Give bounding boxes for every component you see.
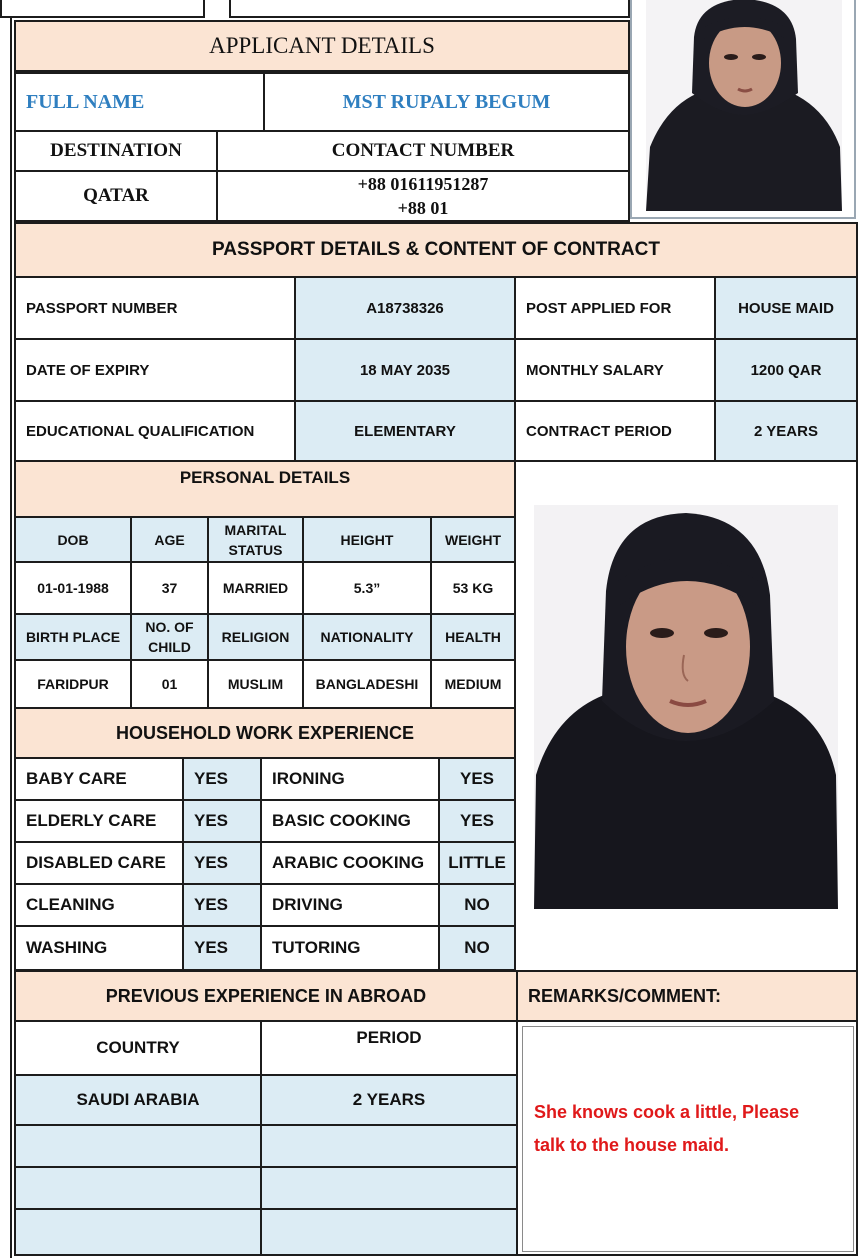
education-label: EDUCATIONAL QUALIFICATION: [26, 422, 255, 440]
abroad-title: PREVIOUS EXPERIENCE IN ABROAD: [105, 985, 427, 1006]
photo-frame-large: [516, 460, 858, 972]
full-name-label: FULL NAME: [26, 90, 145, 113]
household-skill: BABY CARE: [14, 757, 184, 801]
household-skill: TUTORING: [260, 925, 440, 971]
contact-label: CONTACT NUMBER: [331, 140, 515, 161]
monthly-salary-label-cell: [514, 338, 716, 402]
applicant-photo-large: [534, 505, 838, 909]
birth-place-value: FARIDPUR: [14, 659, 132, 709]
nationality-header: NATIONALITY: [302, 613, 432, 661]
applicant-photo-small: [646, 0, 842, 211]
passport-number-value: A18738326: [366, 299, 444, 317]
abroad-country-cell: SAUDI ARABIA: [14, 1074, 262, 1126]
household-skill: CLEANING: [14, 883, 184, 927]
date-of-expiry-label-cell: [14, 338, 296, 402]
post-applied-label: POST APPLIED FOR: [526, 299, 672, 317]
date-of-expiry-value-cell: [294, 338, 516, 402]
education-value: ELEMENTARY: [354, 422, 456, 440]
agency-box: [229, 0, 630, 18]
religion-value: MUSLIM: [207, 659, 304, 709]
household-value: YES: [438, 757, 516, 801]
photo-frame-small: [630, 0, 856, 219]
contact-value-cell: [216, 170, 630, 222]
household-value: YES: [182, 799, 262, 843]
household-value: NO: [438, 883, 516, 927]
education-label-cell: [14, 400, 296, 462]
abroad-empty-cell: [260, 1124, 518, 1168]
household-value: YES: [182, 841, 262, 885]
passport-number-label: PASSPORT NUMBER: [26, 299, 178, 317]
household-skill: ARABIC COOKING: [260, 841, 440, 885]
applicant-portrait-small-icon: [646, 0, 842, 211]
abroad-header: [14, 970, 518, 1022]
household-value: NO: [438, 925, 516, 971]
passport-number-label-cell: [14, 276, 296, 340]
contact-number-2: +88 01: [397, 198, 449, 218]
contract-period-value: 2 YEARS: [754, 422, 818, 440]
no-of-child-value: 01: [130, 659, 209, 709]
post-applied-value-cell: [714, 276, 858, 340]
household-header: [14, 707, 516, 759]
applicant-portrait-large-icon: [534, 505, 838, 909]
abroad-period-header: PERIOD: [260, 1020, 518, 1076]
monthly-salary-value-cell: [714, 338, 858, 402]
full-name-label-cell: [14, 72, 265, 132]
post-applied-label-cell: [514, 276, 716, 340]
education-value-cell: [294, 400, 516, 462]
abroad-empty-cell: [14, 1208, 262, 1256]
remarks-line-2: talk to the house maid.: [534, 1135, 730, 1155]
height-value: 5.3”: [302, 561, 432, 615]
age-header: AGE: [130, 516, 209, 563]
date-of-expiry-value: 18 MAY 2035: [359, 361, 451, 379]
reference-box: [0, 0, 205, 18]
destination-value-cell: [14, 170, 218, 222]
personal-details-title: PERSONAL DETAILS: [179, 468, 351, 487]
post-applied-value: HOUSE MAID: [738, 299, 834, 317]
weight-header: WEIGHT: [430, 516, 516, 563]
household-value: YES: [438, 799, 516, 843]
abroad-country-header: COUNTRY: [14, 1020, 262, 1076]
health-value: MEDIUM: [430, 659, 516, 709]
marital-status-value: MARRIED: [207, 561, 304, 615]
household-value: YES: [182, 757, 262, 801]
destination-label-cell: [14, 130, 218, 172]
remarks-header: [516, 970, 858, 1022]
birth-place-header: BIRTH PLACE: [14, 613, 132, 661]
weight-value: 53 KG: [430, 561, 516, 615]
passport-number-value-cell: [294, 276, 516, 340]
household-value: LITTLE: [438, 841, 516, 885]
contact-label-cell: [216, 130, 630, 172]
household-value: YES: [182, 883, 262, 927]
passport-details-header: [14, 222, 858, 278]
contract-period-value-cell: [714, 400, 858, 462]
no-of-child-header: NO. OF CHILD: [130, 613, 209, 661]
religion-header: RELIGION: [207, 613, 304, 661]
passport-details-title: PASSPORT DETAILS & CONTENT OF CONTRACT: [212, 239, 660, 260]
abroad-empty-cell: [14, 1124, 262, 1168]
monthly-salary-label: MONTHLY SALARY: [526, 361, 664, 379]
destination-label: DESTINATION: [50, 140, 182, 161]
contact-number-1: +88 01611951287: [357, 174, 489, 194]
applicant-details-title: APPLICANT DETAILS: [209, 33, 435, 58]
contract-period-label-cell: [514, 400, 716, 462]
height-header: HEIGHT: [302, 516, 432, 563]
health-header: HEALTH: [430, 613, 516, 661]
personal-details-header: [14, 460, 516, 518]
household-skill: DRIVING: [260, 883, 440, 927]
contract-period-label: CONTRACT PERIOD: [526, 422, 672, 440]
marital-status-header: MARITAL STATUS: [207, 516, 304, 563]
full-name-value-cell: [263, 72, 630, 132]
dob-value: 01-01-1988: [14, 561, 132, 615]
date-of-expiry-label: DATE OF EXPIRY: [26, 361, 150, 379]
monthly-salary-value: 1200 QAR: [750, 361, 822, 379]
household-skill: WASHING: [14, 925, 184, 971]
remarks-text: [534, 1096, 854, 1162]
household-skill: IRONING: [260, 757, 440, 801]
household-skill: DISABLED CARE: [14, 841, 184, 885]
abroad-period-cell: 2 YEARS: [260, 1074, 518, 1126]
full-name-value: MST RUPALY BEGUM: [342, 90, 551, 113]
household-skill: BASIC COOKING: [260, 799, 440, 843]
age-value: 37: [130, 561, 209, 615]
page-left-border: [10, 18, 12, 1258]
remarks-line-1: She knows cook a little, Please: [534, 1102, 800, 1122]
abroad-empty-cell: [260, 1166, 518, 1210]
household-title: HOUSEHOLD WORK EXPERIENCE: [115, 722, 415, 743]
abroad-empty-cell: [260, 1208, 518, 1256]
household-skill: ELDERLY CARE: [14, 799, 184, 843]
dob-header: DOB: [14, 516, 132, 563]
applicant-details-header: [14, 20, 630, 72]
remarks-body: [516, 1020, 858, 1256]
abroad-empty-cell: [14, 1166, 262, 1210]
household-value: YES: [182, 925, 262, 971]
remarks-title: REMARKS/COMMENT:: [528, 985, 721, 1006]
nationality-value: BANGLADESHI: [302, 659, 432, 709]
destination-value: QATAR: [83, 185, 149, 206]
